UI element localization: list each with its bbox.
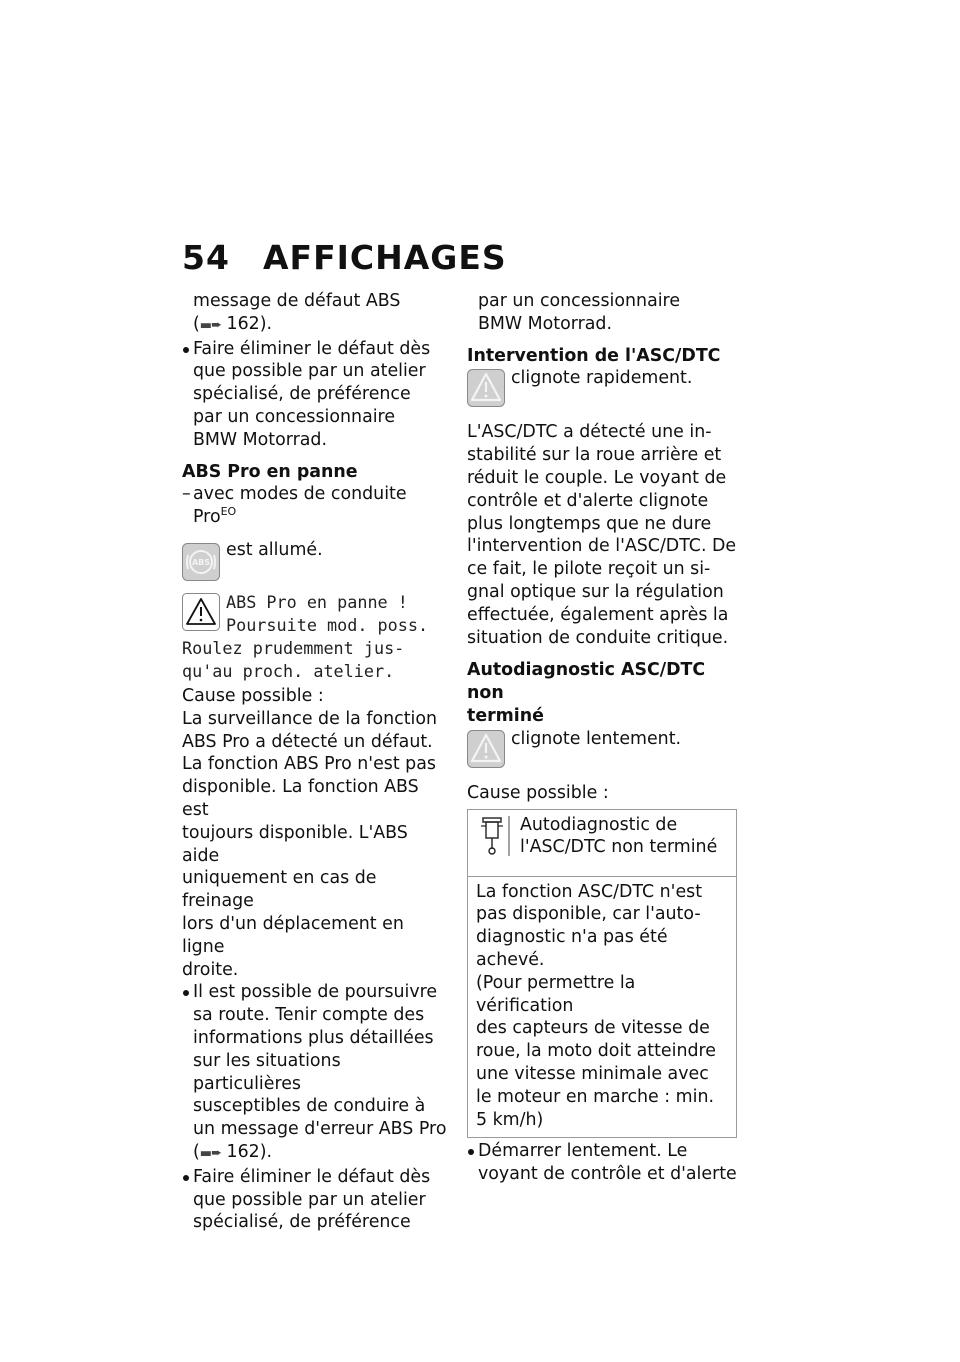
cause-label: Cause possible : [182, 685, 324, 706]
divider [508, 816, 510, 856]
indicator-row: clignote rapidement. [467, 367, 739, 411]
svg-text:ABS: ABS [191, 557, 211, 567]
section-heading: Autodiagnostic ASC/DTC non terminé [467, 660, 706, 726]
left-column [182, 290, 450, 1234]
bullet-item: Faire éliminer le défaut dès que possible par un atelier spécialisé, de préférence [182, 1166, 450, 1234]
page-title: AFFICHAGES [263, 238, 507, 277]
cause-description: La surveillance de la fonction ABS Pro a détecté un défaut. La fonction ABS Pro n'est pas disponible. La fonction ABS est toujours disponible. L'ABS aide uniquement en cas de freinage lors d'un déplacement en ligne droite. [182, 708, 438, 980]
cause-table-header: Autodiagnostic de l'ASC/DTC non terminé [468, 810, 736, 877]
warning-message: ABS Pro en panne ! Poursuite mod. poss. Roulez prudemment jus- qu'au proch. atelier. [182, 591, 429, 681]
engine-diagnostic-icon [480, 816, 504, 856]
cause-label: Cause possible : [467, 782, 609, 803]
bullet-item: Faire éliminer le défaut dès que possible par un atelier spécialisé, de préférence par un concessionnaire BMW Motorrad. [182, 338, 450, 452]
cause-table [467, 809, 737, 1139]
condition-item: – avec modes de conduite Pro$^{EO}$ [182, 484, 407, 528]
asc-dtc-warning-light-icon [467, 369, 505, 407]
page-reference[interactable]: 162). [226, 1141, 273, 1162]
abs-warning-light-icon [182, 543, 220, 581]
bullet-item: Il est possible de poursuivre sa route. Tenir compte des informations plus détaillées sur les situations particulières susceptibles de conduire à un message d'erreur ABS Pro (▬➨ 162). [182, 981, 450, 1165]
continued-text: message de défaut ABS (▬➨ 162). [193, 291, 401, 334]
indicator-row: ABS est allumé. [182, 539, 450, 583]
bullet-item: Démarrer lentement. Le voyant de contrôle et d'alerte [467, 1140, 739, 1186]
right-column [467, 290, 739, 1186]
cause-table-body: La fonction ASC/DTC n'est pas disponible, car l'auto- diagnostic n'a pas été achevé. (Pour permettre la vérification des capteurs de vitesse de roue, la moto doit atteindre une vitesse minimale avec le moteur en marche : min. 5 km/h) [476, 881, 716, 1130]
indicator-row: clignote lentement. [467, 728, 739, 772]
warning-triangle-icon [182, 593, 220, 631]
page-reference[interactable]: 162). [226, 313, 273, 334]
intervention-description: L'ASC/DTC a détecté une in- stabilité sur la roue arrière et réduit le couple. Le voyant de contrôle et d'alerte clignote plus longtemps que ne dure l'intervention de l'ASC/DTC. De ce fait, le pilote reçoit un si- gnal optique sur la régulation effectuée, également après la situation de conduite critique. [467, 422, 737, 648]
page-reference-arrow-icon: ▬➨ [199, 317, 221, 333]
section-heading: ABS Pro en panne [182, 461, 358, 482]
page-number: 54 [182, 238, 230, 277]
section-heading: Intervention de l'ASC/DTC [467, 345, 721, 366]
continued-text: par un concessionnaire BMW Motorrad. [478, 291, 681, 334]
asc-dtc-warning-light-icon [467, 730, 505, 768]
page-reference-arrow-icon: ▬➨ [199, 1145, 221, 1161]
